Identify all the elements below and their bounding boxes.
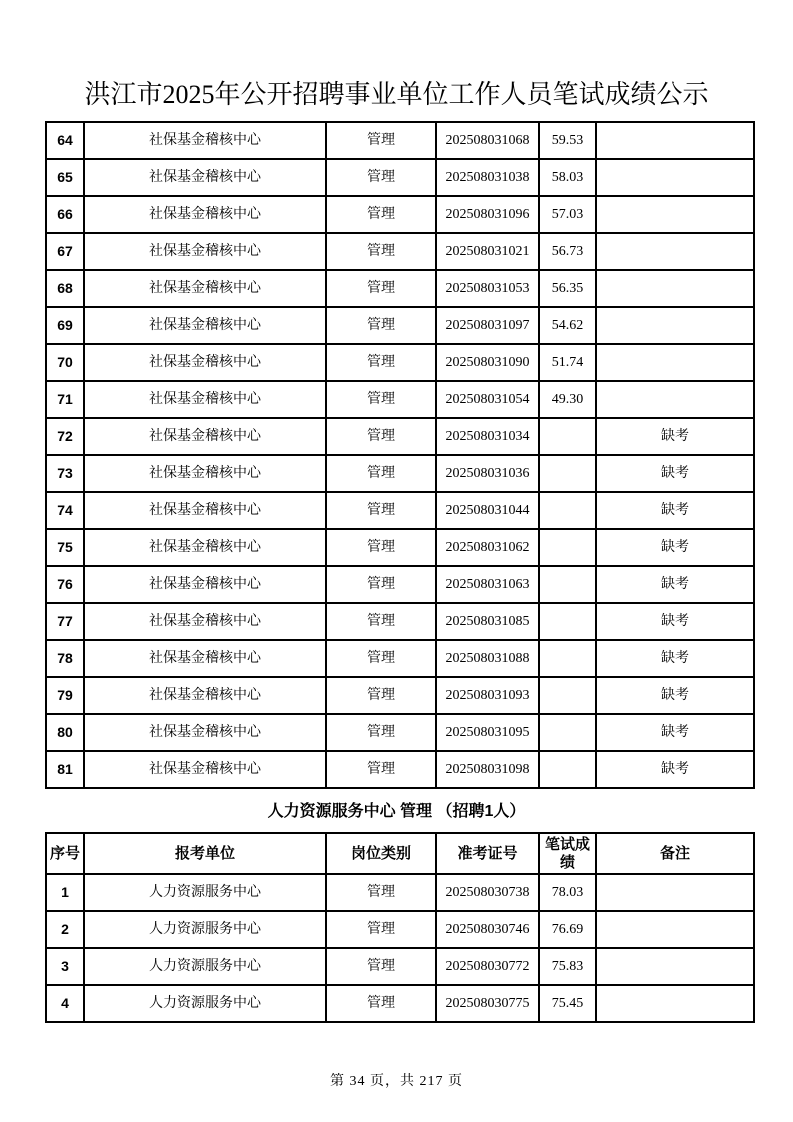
category-cell: 管理 <box>326 455 436 492</box>
remark-cell: 缺考 <box>596 677 754 714</box>
ticket-number-cell: 202508031098 <box>436 751 539 788</box>
column-header-no: 序号 <box>46 833 84 874</box>
category-cell: 管理 <box>326 492 436 529</box>
table-row <box>46 233 754 270</box>
unit-cell: 社保基金稽核中心 <box>84 529 326 566</box>
unit-cell: 社保基金稽核中心 <box>84 566 326 603</box>
remark-cell <box>596 270 754 307</box>
unit-cell: 社保基金稽核中心 <box>84 751 326 788</box>
score-cell: 49.30 <box>539 381 596 418</box>
ticket-number-cell: 202508031090 <box>436 344 539 381</box>
category-cell: 管理 <box>326 307 436 344</box>
page-footer: 第 34 页，共 217 页 <box>330 1074 463 1089</box>
row-index-cell: 81 <box>46 751 84 788</box>
score-cell <box>539 714 596 751</box>
score-cell: 75.83 <box>539 948 596 985</box>
unit-cell: 人力资源服务中心 <box>84 948 326 985</box>
unit-cell: 社保基金稽核中心 <box>84 455 326 492</box>
category-cell: 管理 <box>326 159 436 196</box>
remark-cell: 缺考 <box>596 492 754 529</box>
row-index-cell: 67 <box>46 233 84 270</box>
category-cell: 管理 <box>326 714 436 751</box>
ticket-number-cell: 202508030738 <box>436 874 539 911</box>
category-cell: 管理 <box>326 874 436 911</box>
unit-cell: 社保基金稽核中心 <box>84 714 326 751</box>
score-table-continued <box>45 121 755 789</box>
row-index-cell: 74 <box>46 492 84 529</box>
table-row <box>46 529 754 566</box>
category-cell: 管理 <box>326 344 436 381</box>
table-row <box>46 196 754 233</box>
table-row <box>46 122 754 159</box>
table-row <box>46 751 754 788</box>
unit-cell: 社保基金稽核中心 <box>84 270 326 307</box>
row-index-cell: 66 <box>46 196 84 233</box>
unit-cell: 社保基金稽核中心 <box>84 603 326 640</box>
table-row <box>46 418 754 455</box>
remark-cell: 缺考 <box>596 714 754 751</box>
unit-cell: 人力资源服务中心 <box>84 911 326 948</box>
ticket-number-cell: 202508030775 <box>436 985 539 1022</box>
score-cell: 51.74 <box>539 344 596 381</box>
unit-cell: 社保基金稽核中心 <box>84 233 326 270</box>
ticket-number-cell: 202508031038 <box>436 159 539 196</box>
remark-cell <box>596 307 754 344</box>
score-cell: 59.53 <box>539 122 596 159</box>
row-index-cell: 71 <box>46 381 84 418</box>
ticket-number-cell: 202508031096 <box>436 196 539 233</box>
category-cell: 管理 <box>326 566 436 603</box>
score-cell: 78.03 <box>539 874 596 911</box>
table-row <box>46 566 754 603</box>
row-index-cell: 64 <box>46 122 84 159</box>
row-index-cell: 78 <box>46 640 84 677</box>
category-cell: 管理 <box>326 233 436 270</box>
unit-cell: 社保基金稽核中心 <box>84 122 326 159</box>
category-cell: 管理 <box>326 270 436 307</box>
remark-cell <box>596 344 754 381</box>
remark-cell: 缺考 <box>596 529 754 566</box>
table-row <box>46 270 754 307</box>
ticket-number-cell: 202508031053 <box>436 270 539 307</box>
table-row <box>46 603 754 640</box>
column-header-remark: 备注 <box>596 833 754 874</box>
ticket-number-cell: 202508031021 <box>436 233 539 270</box>
ticket-number-cell: 202508031085 <box>436 603 539 640</box>
table-row <box>46 874 754 911</box>
category-cell: 管理 <box>326 640 436 677</box>
ticket-number-cell: 202508031063 <box>436 566 539 603</box>
table-row <box>46 159 754 196</box>
table-row <box>46 677 754 714</box>
score-cell <box>539 603 596 640</box>
category-cell: 管理 <box>326 381 436 418</box>
row-index-cell: 65 <box>46 159 84 196</box>
score-cell <box>539 455 596 492</box>
remark-cell: 缺考 <box>596 566 754 603</box>
score-cell: 76.69 <box>539 911 596 948</box>
row-index-cell: 1 <box>46 874 84 911</box>
remark-cell <box>596 911 754 948</box>
unit-cell: 社保基金稽核中心 <box>84 196 326 233</box>
score-cell: 58.03 <box>539 159 596 196</box>
table-row <box>46 307 754 344</box>
score-table-hr-center <box>45 832 755 1023</box>
score-cell: 75.45 <box>539 985 596 1022</box>
row-index-cell: 75 <box>46 529 84 566</box>
remark-cell <box>596 985 754 1022</box>
ticket-number-cell: 202508031054 <box>436 381 539 418</box>
column-header-category: 岗位类别 <box>326 833 436 874</box>
score-cell <box>539 529 596 566</box>
row-index-cell: 2 <box>46 911 84 948</box>
remark-cell <box>596 381 754 418</box>
row-index-cell: 79 <box>46 677 84 714</box>
score-cell <box>539 677 596 714</box>
row-index-cell: 68 <box>46 270 84 307</box>
section-heading: 人力资源服务中心 管理 （招聘1人） <box>267 803 526 820</box>
table-row <box>46 911 754 948</box>
category-cell: 管理 <box>326 911 436 948</box>
ticket-number-cell: 202508031062 <box>436 529 539 566</box>
unit-cell: 人力资源服务中心 <box>84 985 326 1022</box>
remark-cell: 缺考 <box>596 751 754 788</box>
remark-cell <box>596 122 754 159</box>
category-cell: 管理 <box>326 985 436 1022</box>
category-cell: 管理 <box>326 751 436 788</box>
row-index-cell: 3 <box>46 948 84 985</box>
row-index-cell: 80 <box>46 714 84 751</box>
ticket-number-cell: 202508031095 <box>436 714 539 751</box>
table-row <box>46 640 754 677</box>
table-row <box>46 714 754 751</box>
remark-cell: 缺考 <box>596 603 754 640</box>
column-header-unit: 报考单位 <box>84 833 326 874</box>
category-cell: 管理 <box>326 529 436 566</box>
unit-cell: 社保基金稽核中心 <box>84 381 326 418</box>
ticket-number-cell: 202508031088 <box>436 640 539 677</box>
ticket-number-cell: 202508031097 <box>436 307 539 344</box>
table-row <box>46 455 754 492</box>
ticket-number-cell: 202508031068 <box>436 122 539 159</box>
row-index-cell: 4 <box>46 985 84 1022</box>
ticket-number-cell: 202508030772 <box>436 948 539 985</box>
score-cell: 57.03 <box>539 196 596 233</box>
remark-cell <box>596 196 754 233</box>
unit-cell: 社保基金稽核中心 <box>84 344 326 381</box>
score-cell <box>539 566 596 603</box>
category-cell: 管理 <box>326 603 436 640</box>
remark-cell <box>596 874 754 911</box>
category-cell: 管理 <box>326 677 436 714</box>
category-cell: 管理 <box>326 122 436 159</box>
remark-cell <box>596 159 754 196</box>
ticket-number-cell: 202508031093 <box>436 677 539 714</box>
score-cell: 54.62 <box>539 307 596 344</box>
row-index-cell: 72 <box>46 418 84 455</box>
remark-cell <box>596 948 754 985</box>
ticket-number-cell: 202508031044 <box>436 492 539 529</box>
unit-cell: 社保基金稽核中心 <box>84 418 326 455</box>
remark-cell: 缺考 <box>596 418 754 455</box>
score-cell <box>539 640 596 677</box>
remark-cell <box>596 233 754 270</box>
unit-cell: 社保基金稽核中心 <box>84 307 326 344</box>
remark-cell: 缺考 <box>596 455 754 492</box>
ticket-number-cell: 202508031034 <box>436 418 539 455</box>
row-index-cell: 77 <box>46 603 84 640</box>
table-row <box>46 381 754 418</box>
table-row <box>46 948 754 985</box>
table-header-row <box>46 833 754 874</box>
score-cell <box>539 418 596 455</box>
score-cell: 56.35 <box>539 270 596 307</box>
category-cell: 管理 <box>326 418 436 455</box>
score-cell: 56.73 <box>539 233 596 270</box>
category-cell: 管理 <box>326 948 436 985</box>
unit-cell: 社保基金稽核中心 <box>84 677 326 714</box>
unit-cell: 社保基金稽核中心 <box>84 159 326 196</box>
row-index-cell: 70 <box>46 344 84 381</box>
unit-cell: 社保基金稽核中心 <box>84 492 326 529</box>
score-cell <box>539 751 596 788</box>
unit-cell: 人力资源服务中心 <box>84 874 326 911</box>
column-header-score: 笔试成绩 <box>539 833 596 874</box>
table-row <box>46 492 754 529</box>
column-header-ticket: 准考证号 <box>436 833 539 874</box>
table-row <box>46 985 754 1022</box>
remark-cell: 缺考 <box>596 640 754 677</box>
row-index-cell: 69 <box>46 307 84 344</box>
unit-cell: 社保基金稽核中心 <box>84 640 326 677</box>
score-cell <box>539 492 596 529</box>
page-title: 洪江市2025年公开招聘事业单位工作人员笔试成绩公示 <box>84 80 709 109</box>
table-row <box>46 344 754 381</box>
ticket-number-cell: 202508031036 <box>436 455 539 492</box>
row-index-cell: 73 <box>46 455 84 492</box>
category-cell: 管理 <box>326 196 436 233</box>
ticket-number-cell: 202508030746 <box>436 911 539 948</box>
row-index-cell: 76 <box>46 566 84 603</box>
